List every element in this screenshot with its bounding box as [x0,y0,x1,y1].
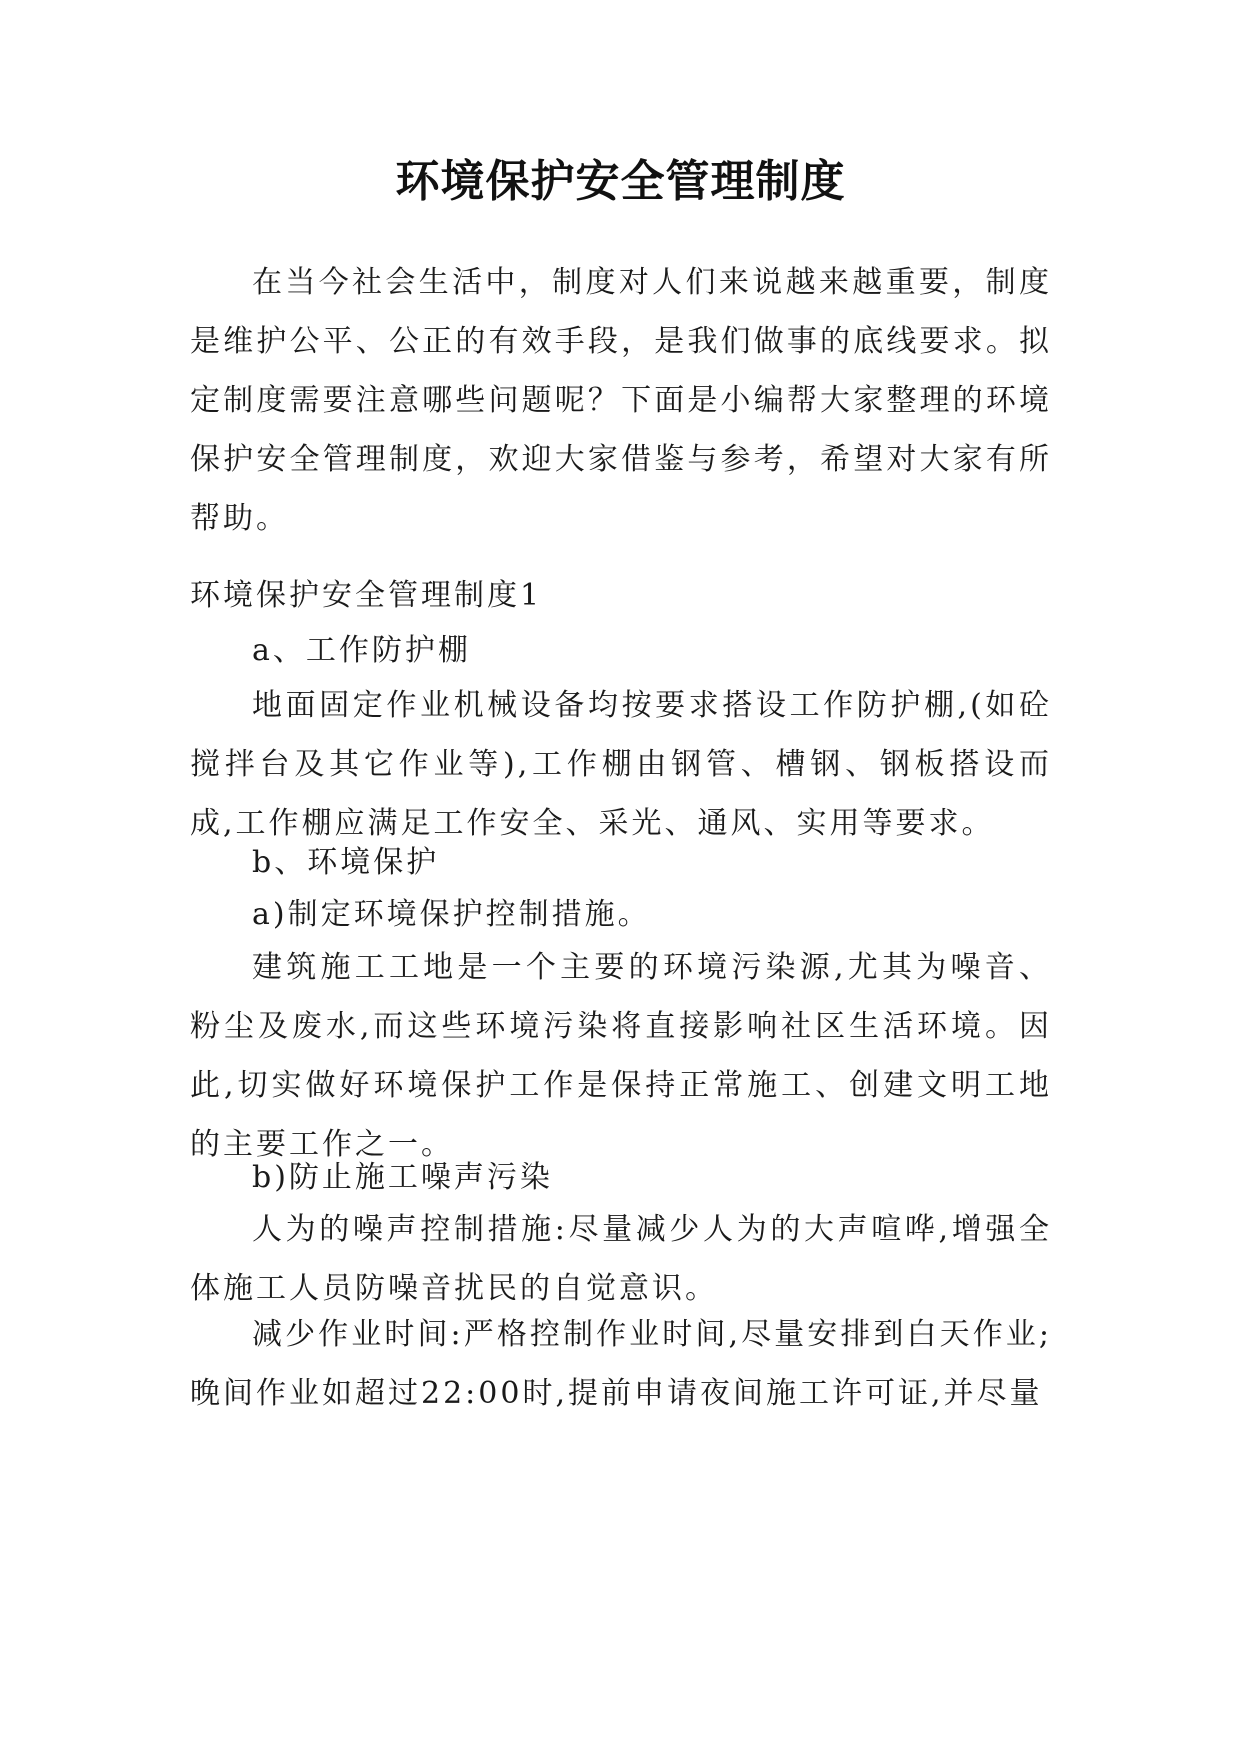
document-title: 环境保护安全管理制度 [395,156,846,207]
body-paragraph-shed: 地面固定作业机械设备均按要求搭设工作防护棚,(如砼搅拌台及其它作业等),工作棚由钢管、槽钢、钢板搭设而成,工作棚应满足工作安全、采光、通风、实用等要求。 [190,688,1052,841]
section-heading: 环境保护安全管理制度1 [190,578,543,613]
body-paragraph-noise-control: 人为的噪声控制措施:尽量减少人为的大声喧哗,增强全体施工人员防噪音扰民的自觉意识。 [190,1212,1052,1306]
subsection-heading-a: a、工作防护棚 [252,633,471,668]
item-heading-b: b)防止施工噪声污染 [252,1160,553,1195]
body-paragraph-pollution: 建筑施工工地是一个主要的环境污染源,尤其为噪音、粉尘及废水,而这些环境污染将直接影响社区生活环境。因此,切实做好环境保护工作是保持正常施工、创建文明工地的主要工作之一。 [190,950,1052,1162]
item-heading-a: a)制定环境保护控制措施。 [252,897,651,932]
intro-paragraph: 在当今社会生活中，制度对人们来说越来越重要，制度是维护公平、公正的有效手段，是我们做事的底线要求。拟定制度需要注意哪些问题呢？下面是小编帮大家整理的环境保护安全管理制度，欢迎大家借鉴与参考，希望对大家有所帮助。 [190,265,1052,536]
subsection-heading-b: b、环境保护 [252,845,440,880]
body-paragraph-work-time: 减少作业时间:严格控制作业时间,尽量安排到白天作业;晚间作业如超过22:00时,提前申请夜间施工许可证,并尽量 [190,1317,1052,1411]
